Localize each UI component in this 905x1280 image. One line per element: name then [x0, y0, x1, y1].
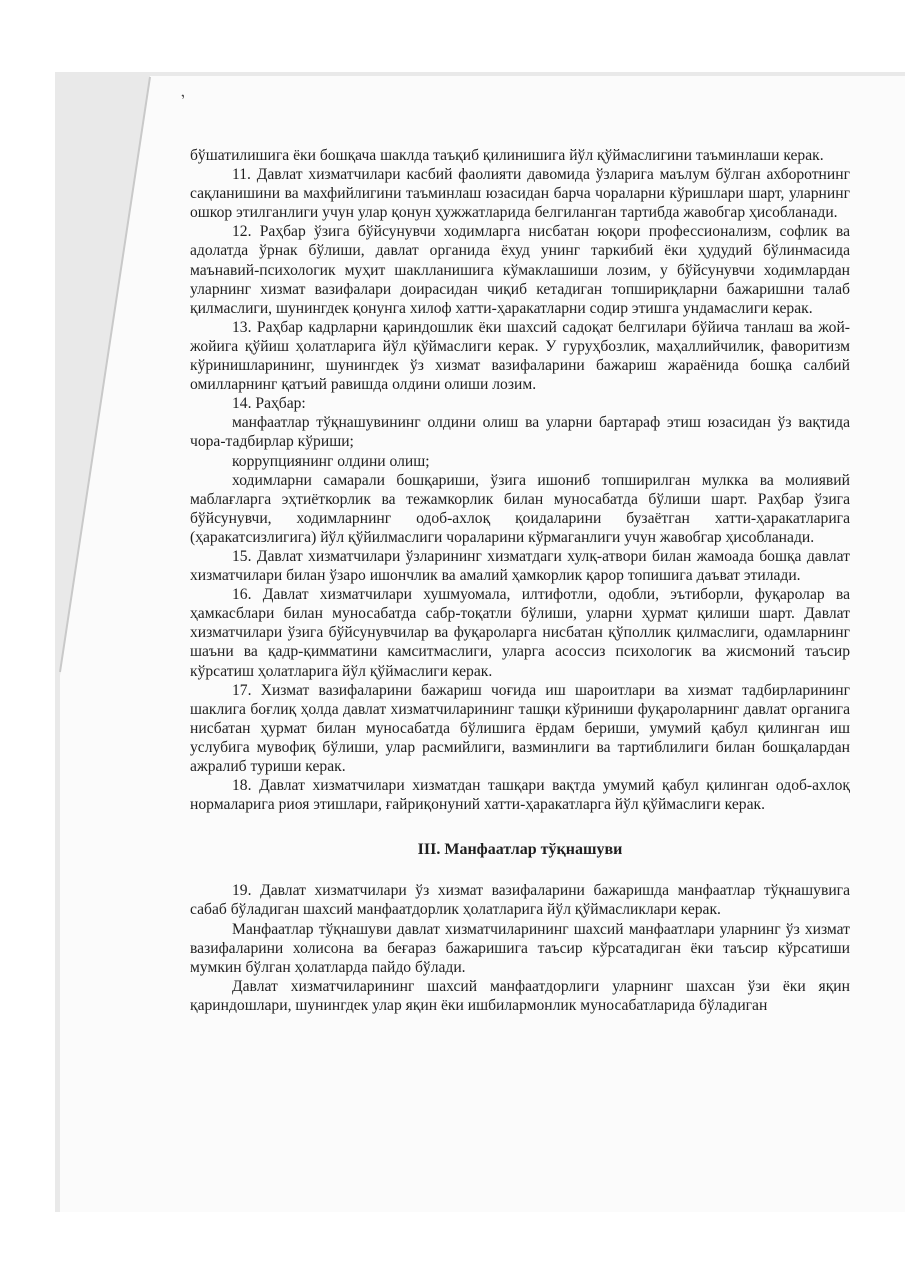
- paragraph-14: 14. Раҳбар:: [232, 395, 306, 413]
- pen-mark: ʼ: [179, 91, 190, 110]
- paragraph-14-item-3: ходимларни самарали бошқариши, ўзига ишониб топширилган мулкка ва молиявий маблағларга эҳтиёткорлик ва тежамкорлик билан муносабатда бўлиши шарт. Раҳбар ўзига бўйсунувчи, ходимларнинг одоб-ахлоқ қоидаларини бузаётган хатти-ҳаракатларига (ҳаракатсизлигига) йўл қўйилмаслиги чораларини кўрмаганлиги учун жавобгар ҳисобланади.: [190, 471, 850, 546]
- paragraph-continuation: бўшатилишига ёки бошқача шаклда таъқиб қилинишига йўл қўймаслигини таъминлаши керак.: [190, 147, 824, 164]
- paragraph-18: 18. Давлат хизматчилари хизматдан ташқари вақтда умумий қабул қилинган одоб-ахлоқ нормаларига риоя этишлари, ғайриқонуний хатти-ҳаракатларга йўл қўймаслиги керак.: [190, 777, 850, 814]
- section-heading: III. Манфаатлар тўқнашуви: [417, 841, 623, 859]
- paragraph-12: 12. Раҳбар ўзига бўйсунувчи ходимларга нисбатан юқори профессионализм, софлик ва адолатда ўрнак бўлиши, давлат органида ёхуд унинг таркибий ёки ҳудудий бўлинмасида маънавий-психологик муҳит шаклланишига кўмаклашиши лозим, у бўйсунувчи ходимлардан уларнинг хизмат вазифалари доирасидан чиқиб кетадиган топшириқларни бажаришни талаб қилмаслиги, шунингдек қонунга хилоф хатти-ҳаракатларни содир этишга ундамаслиги керак.: [190, 223, 850, 317]
- paragraph-14-item-1: манфаатлар тўқнашувининг олдини олиш ва уларни бартараф этиш юзасидан ўз вақтида чора-тадбирлар кўриши;: [190, 414, 850, 451]
- paragraph-17: 17. Хизмат вазифаларини бажариш чоғида иш шароитлари ва хизмат тадбирларининг шаклига боғлиқ ҳолда давлат хизматчиларининг ташқи кўриниши фуқароларнинг давлат органига нисбатан ҳурмат билан муносабатда бўлишига ёрдам бериши, умумий қабул қилинган иш услубига мувофиқ бўлиши, улар расмийлиги, вазминлиги ва тартиблилиги билан бошқалардан ажралиб туриши керак.: [190, 681, 850, 775]
- paragraph-16: 16. Давлат хизматчилари хушмуомала, илтифотли, одобли, эътиборли, фуқаролар ва ҳамкасблари билан муносабатда сабр-тоқатли бўлиши, уларни ҳурмат қилиши шарт. Давлат хизматчилари ўзига бўйсунувчилар ва фуқароларга нисбатан қўполлик қилмаслиги, одамларнинг шаъни ва қадр-қимматини камситмаслиги, уларга асоссиз психологик ва жисмоний таъсир кўрсатиш ҳолатларига йўл қўймаслиги керак.: [190, 586, 850, 680]
- document-body: [190, 146, 850, 1015]
- paragraph-19: 19. Давлат хизматчилари ўз хизмат вазифаларини бажаришда манфаатлар тўқнашувига сабаб бўладиган шахсий манфаатдорлик ҳолатларига йўл қўймасликлари керак.: [190, 882, 850, 919]
- paragraph-15: 15. Давлат хизматчилари ўзларининг хизматдаги хулқ-атвори билан жамоада бошқа давлат хизматчилари билан ўзаро ишончлик ва амалий ҳамкорлик қарор топишига даъват этилади.: [190, 547, 850, 585]
- paragraph-conflict-definition: Манфаатлар тўқнашуви давлат хизматчиларининг шахсий манфаатлари уларнинг ўз хизмат вазифаларини холисона ва беғараз бажаришига таъсир кўрсатадиган ёки таъсир кўрсатиши мумкин бўлган ҳолатларда пайдо бўлади.: [190, 920, 850, 976]
- paragraph-11: 11. Давлат хизматчилари касбий фаолияти давомида ўзларига маълум бўлган ахборотнинг сақланишини ва махфийлигини таъминлаш юзасидан барча чораларни кўришлари шарт, уларнинг ошкор этилганлиги учун улар қонун ҳужжатларида белгиланган тартибда жавобгар ҳисобланади.: [190, 166, 850, 222]
- paragraph-personal-interest: Давлат хизматчиларининг шахсий манфаатдорлиги уларнинг шахсан ўзи ёки яқин қариндошлари, шунингдек улар яқин ёки ишбилармонлик муносабатларида бўладиган: [190, 977, 850, 1014]
- paragraph-14-item-2: коррупциянинг олдини олиш;: [232, 452, 430, 470]
- paragraph-13: 13. Раҳбар кадрларни қариндошлик ёки шахсий садоқат белгилари бўйича танлаш ва жой-жойига қўйиш ҳолатларига йўл қўймаслиги керак. У гуруҳбозлик, маҳаллийчилик, фаворитизм кўринишларининг, шунингдек ўз хизмат вазифаларини бажариш жараёнида бошқа салбий омилларнинг қатъий равишда олдини олиши лозим.: [190, 318, 850, 394]
